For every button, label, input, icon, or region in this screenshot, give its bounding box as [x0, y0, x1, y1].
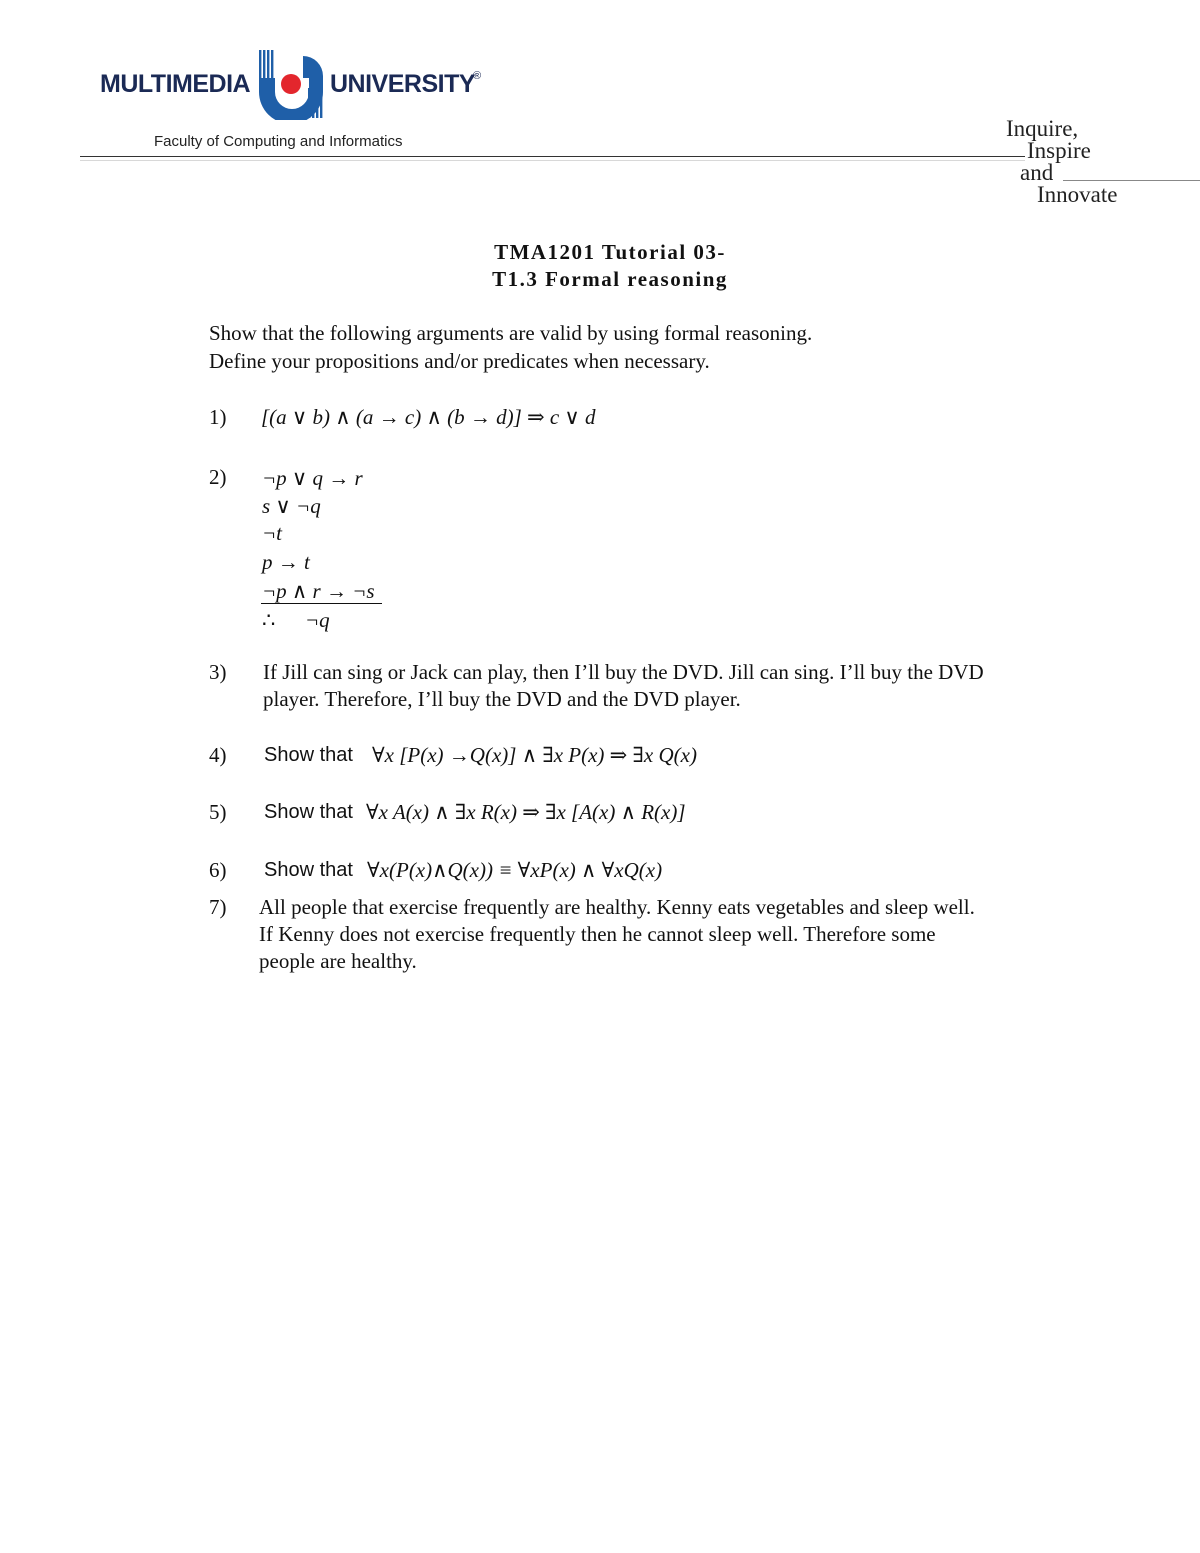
question-4-expression: ∀x [P(x) →Q(x)] ∧ ∃x P(x) ⇒ ∃x Q(x)	[372, 743, 697, 767]
premise: ¬p ∨ q → r	[262, 466, 363, 490]
show-that-label: Show that	[264, 744, 353, 766]
instructions-line-1: Show that the following arguments are valid by using formal reasoning.	[209, 321, 813, 345]
motto-line-2: Inspire	[1027, 138, 1091, 163]
conclusion: ¬q	[305, 608, 330, 632]
header-divider-shadow	[80, 160, 1025, 161]
logo-text-university: UNIVERSITY	[330, 70, 476, 98]
question-1-expression: [(a ∨ b) ∧ (a → c) ∧ (b → d)] ⇒ c ∨ d	[261, 405, 596, 429]
tutorial-title: TMA1201 Tutorial 03-	[494, 240, 726, 264]
faculty-name: Faculty of Computing and Informatics	[154, 133, 403, 150]
motto-line-3: and	[1020, 160, 1054, 185]
conclusion-rule	[261, 603, 382, 604]
registered-mark: ®	[473, 70, 482, 82]
question-7-line-3: people are healthy.	[259, 949, 417, 973]
premise: p → t	[262, 550, 310, 574]
premise: ¬p ∧ r → ¬s	[262, 579, 375, 603]
show-that-label: Show that	[264, 801, 353, 823]
premise: ¬t	[262, 521, 283, 545]
tutorial-subtitle: T1.3 Formal reasoning	[492, 267, 728, 291]
university-emblem-icon	[256, 48, 328, 120]
question-number: 7)	[209, 895, 227, 919]
logo-text-multimedia: MULTIMEDIA	[100, 70, 251, 98]
question-number: 1)	[209, 405, 227, 429]
instructions-line-2: Define your propositions and/or predicates when necessary.	[209, 349, 710, 373]
show-that-label: Show that	[264, 859, 353, 881]
question-number: 3)	[209, 660, 227, 684]
question-number: 6)	[209, 858, 227, 882]
question-number: 5)	[209, 800, 227, 824]
header-divider	[80, 156, 1025, 157]
therefore-symbol: ∴	[262, 608, 276, 632]
question-7-line-1: All people that exercise frequently are healthy. Kenny eats vegetables and sleep well.	[259, 895, 975, 919]
premise: s ∨ ¬q	[262, 494, 321, 518]
question-5-expression: ∀x A(x) ∧ ∃x R(x) ⇒ ∃x [A(x) ∧ R(x)]	[366, 800, 686, 824]
motto-divider	[1063, 180, 1200, 181]
motto-line-4: Innovate	[1037, 182, 1118, 207]
question-3-line-1: If Jill can sing or Jack can play, then I’ll buy the DVD. Jill can sing. I’ll buy the DVD	[263, 660, 984, 684]
question-3-line-2: player. Therefore, I’ll buy the DVD and the DVD player.	[263, 687, 741, 711]
question-number: 2)	[209, 465, 227, 489]
question-number: 4)	[209, 743, 227, 767]
question-7-line-2: If Kenny does not exercise frequently then he cannot sleep well. Therefore some	[259, 922, 936, 946]
motto-line-1: Inquire,	[1006, 116, 1079, 141]
question-6-expression: ∀x(P(x)∧Q(x)) ≡ ∀xP(x) ∧ ∀xQ(x)	[367, 858, 663, 882]
